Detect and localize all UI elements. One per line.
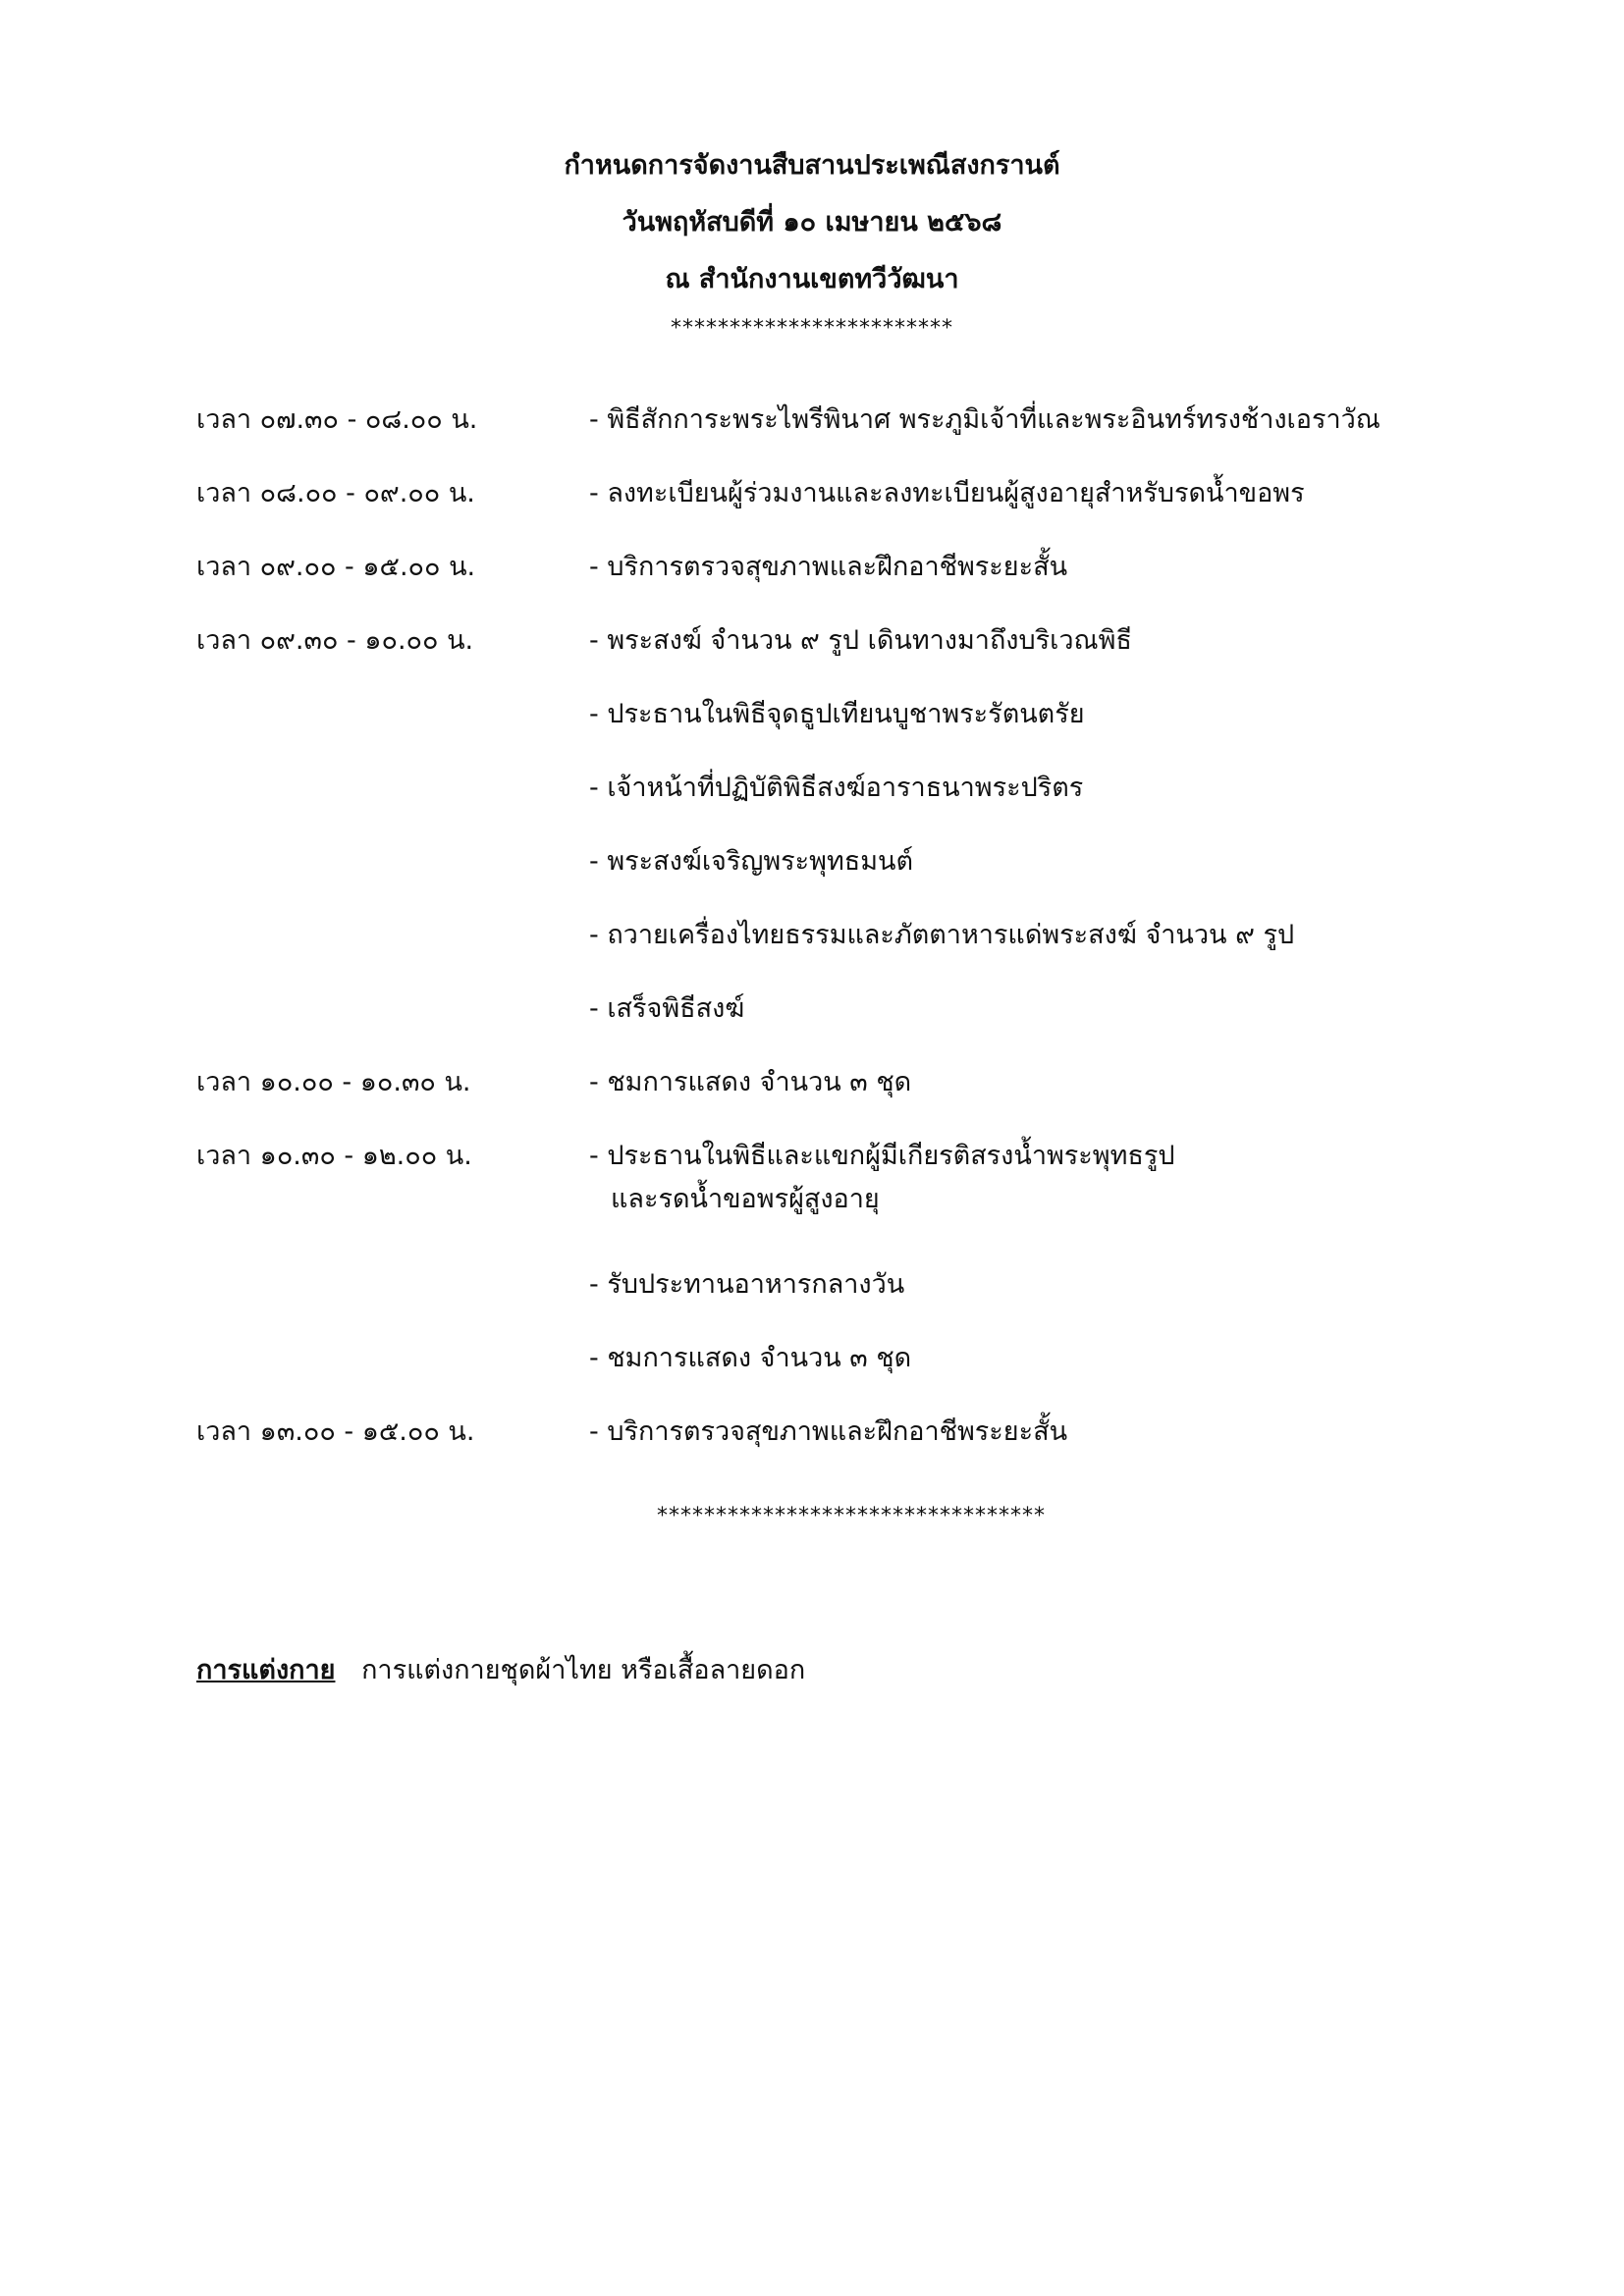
schedule-time: เวลา ๐๙.๓๐ - ๑๐.๐๐ น. [196, 625, 474, 656]
event-date: วันพฤหัสบดีที่ ๑๐ เมษายน ๒๕๖๘ [622, 207, 1002, 238]
schedule-desc: - ลงทะเบียนผู้ร่วมงานและลงทะเบียนผู้สูงอายุสำหรับรดน้ำขอพร [589, 478, 1305, 508]
schedule-desc: - พิธีสักการะพระไพรีพินาศ พระภูมิเจ้าที่และพระอินทร์ทรงช้างเอราวัณ [589, 404, 1380, 435]
schedule-desc: - ชมการแสดง จำนวน ๓ ชุด [589, 1067, 912, 1097]
schedule-desc [589, 1135, 1175, 1221]
schedule-desc: - บริการตรวจสุขภาพและฝึกอาชีพระยะสั้น [589, 1416, 1068, 1447]
dress-code [196, 1649, 805, 1692]
divider-stars-top: ************************ [671, 316, 953, 341]
dress-code-text: การแต่งกายชุดผ้าไทย หรือเสื้อลายดอก [361, 1655, 806, 1685]
schedule-desc: - รับประทานอาหารกลางวัน [589, 1269, 905, 1300]
document-header [0, 137, 1624, 308]
schedule-time: เวลา ๑๐.๐๐ - ๑๐.๓๐ น. [196, 1067, 471, 1097]
document-title: กำหนดการจัดงานสืบสานประเพณีสงกรานต์ [564, 150, 1060, 181]
schedule-desc: - เจ้าหน้าที่ปฏิบัติพิธีสงฆ์อาราธนาพระปริตร [589, 773, 1084, 803]
schedule-time: เวลา ๐๙.๐๐ - ๑๕.๐๐ น. [196, 552, 476, 582]
schedule-desc: - พระสงฆ์เจริญพระพุทธมนต์ [589, 846, 914, 877]
schedule-desc: - ชมการแสดง จำนวน ๓ ชุด [589, 1343, 912, 1373]
schedule-desc-line: - ประธานในพิธีและแขกผู้มีเกียรติสรงน้ำพระพุทธรูป [589, 1141, 1175, 1171]
schedule-desc: - พระสงฆ์ จำนวน ๙ รูป เดินทางมาถึงบริเวณพิธี [589, 625, 1132, 656]
dress-code-label: การแต่งกาย [196, 1655, 336, 1685]
schedule-desc: - บริการตรวจสุขภาพและฝึกอาชีพระยะสั้น [589, 552, 1068, 582]
schedule-time: เวลา ๑๓.๐๐ - ๑๕.๐๐ น. [196, 1416, 475, 1447]
schedule-time: เวลา ๐๗.๓๐ - ๐๘.๐๐ น. [196, 404, 478, 435]
schedule-desc-continuation: และรดน้ำขอพรผู้สูงอายุ [611, 1184, 880, 1214]
divider-stars-bottom: ********************************* [657, 1504, 1046, 1528]
schedule-time: เวลา ๑๐.๓๐ - ๑๒.๐๐ น. [196, 1141, 472, 1171]
schedule-time: เวลา ๐๘.๐๐ - ๐๙.๐๐ น. [196, 478, 475, 508]
schedule-desc: - ถวายเครื่องไทยธรรมและภัตตาหารแด่พระสงฆ์ จำนวน ๙ รูป [589, 920, 1295, 950]
schedule-desc: - เสร็จพิธีสงฆ์ [589, 993, 745, 1024]
schedule-desc: - ประธานในพิธีจุดธูปเทียนบูชาพระรัตนตรัย [589, 699, 1085, 729]
event-venue: ณ สำนักงานเขตทวีวัฒนา [665, 264, 959, 294]
